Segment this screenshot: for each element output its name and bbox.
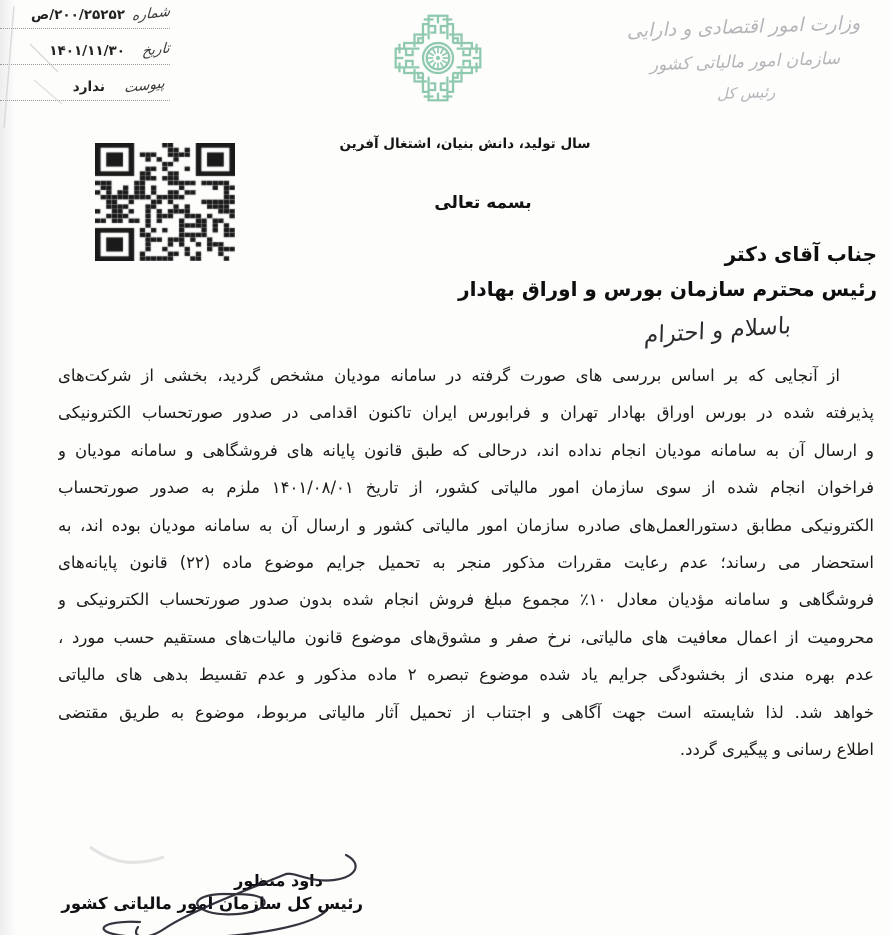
year-slogan: سال تولید، دانش بنیان، اشتغال آفرین — [339, 136, 591, 152]
body-line: الکترونیکی مطابق دستورالعمل‌های صادره سازمان امور مالیاتی کشور و ارسال آن به سامانه مودیان بوده اند، به — [58, 515, 874, 535]
dotted-line — [0, 100, 170, 101]
recipient-line2: رئیس محترم سازمان بورس و اوراق بهادار — [458, 277, 877, 301]
tax-administration-emblem-icon — [391, 8, 485, 108]
letter-attachment-value: ندارد — [72, 79, 105, 95]
body-line: محرومیت از اعمال معافیت های مالیاتی، نرخ صفر و مشوق‌های موضوع قانون مالیات‌های مستقیم حسب مورد ، — [58, 627, 874, 647]
organization-name: سازمان امور مالیاتی کشور — [648, 48, 844, 76]
letter-date-value: ۱۴۰۱/۱۱/۳۰ — [49, 43, 125, 59]
body-line: اطلاع رسانی و پیگیری گردد. — [679, 739, 874, 759]
letter-date-label: تاریخ — [141, 40, 171, 60]
letter-attachment-row — [0, 76, 225, 110]
body-line: خواهد شد. لذا شایسته است جهت آگاهی و اجتناب از تحمیل آثار مالیاتی مربوط، موضوع به طریق مقتضی — [58, 702, 874, 722]
recipient-line1: جناب آقای دکتر — [724, 242, 877, 266]
body-line: استحضار می رساند؛ عدم رعایت مقررات مذکور منجر به تحمیل جرایم موضوع ماده (۲۲) قانون پایانه‌های — [58, 552, 874, 572]
recipient-block — [458, 242, 877, 301]
ministry-name: وزارت امور اقتصادی و دارایی — [625, 11, 865, 43]
letter-number-label: شماره — [131, 3, 171, 25]
letter-attachment-label: پیوست — [123, 75, 166, 97]
basmala: بسمه تعالی — [434, 193, 532, 213]
letter-number-row — [0, 4, 225, 38]
signer-name: داود منظور — [234, 871, 323, 890]
letter-body — [58, 366, 874, 777]
body-line: فروشگاهی و سامانه مؤدیان معادل ۱۰٪ مجموع مبلغ فروش انجام شده بدون صدور صورتحساب الکترونیکی و — [58, 590, 874, 610]
signer-title: رئیس کل سازمان امور مالیاتی کشور — [61, 894, 363, 913]
letter-date-row — [0, 40, 225, 74]
dotted-line — [0, 28, 170, 29]
body-line: فراخوان انجام شده از سوی سازمان امور مالیاتی کشور، از تاریخ ۱۴۰۱/۰۸/۰۱ ملزم به صدور صورتحساب — [58, 478, 874, 498]
letterhead-calligraphy — [613, 5, 878, 106]
body-line: و ارسال آن به سامانه مودیان انجام نداده اند، درحالی که طبق قانون پایانه های فروشگاهی و سامانه مودیان و — [58, 440, 874, 460]
body-line: عدم بهره مندی از بخشودگی جرایم یاد شده موضوع تبصره ۲ ماده مذکور و عدم تقسیط بدهی های مالیاتی — [58, 665, 874, 685]
office-title: رئیس کل — [716, 82, 779, 104]
handwritten-salutation: باسلام و احترام — [643, 312, 792, 350]
dotted-line — [0, 64, 170, 65]
qr-code — [95, 143, 235, 261]
signature-block — [61, 843, 413, 935]
body-line: از آنجایی که بر اساس بررسی های صورت گرفته در سامانه مودیان مشخص گردید، بخشی از شرکت‌های — [58, 366, 840, 385]
letter-number-value: ۲۰۰/۲۵۲۵۲/ص — [31, 7, 125, 23]
body-line: پذیرفته شده در بورس اوراق بهادار تهران و فرابورس ایران تاکنون اقدامی در صدور صورتحساب الکترونیکی — [58, 403, 874, 423]
